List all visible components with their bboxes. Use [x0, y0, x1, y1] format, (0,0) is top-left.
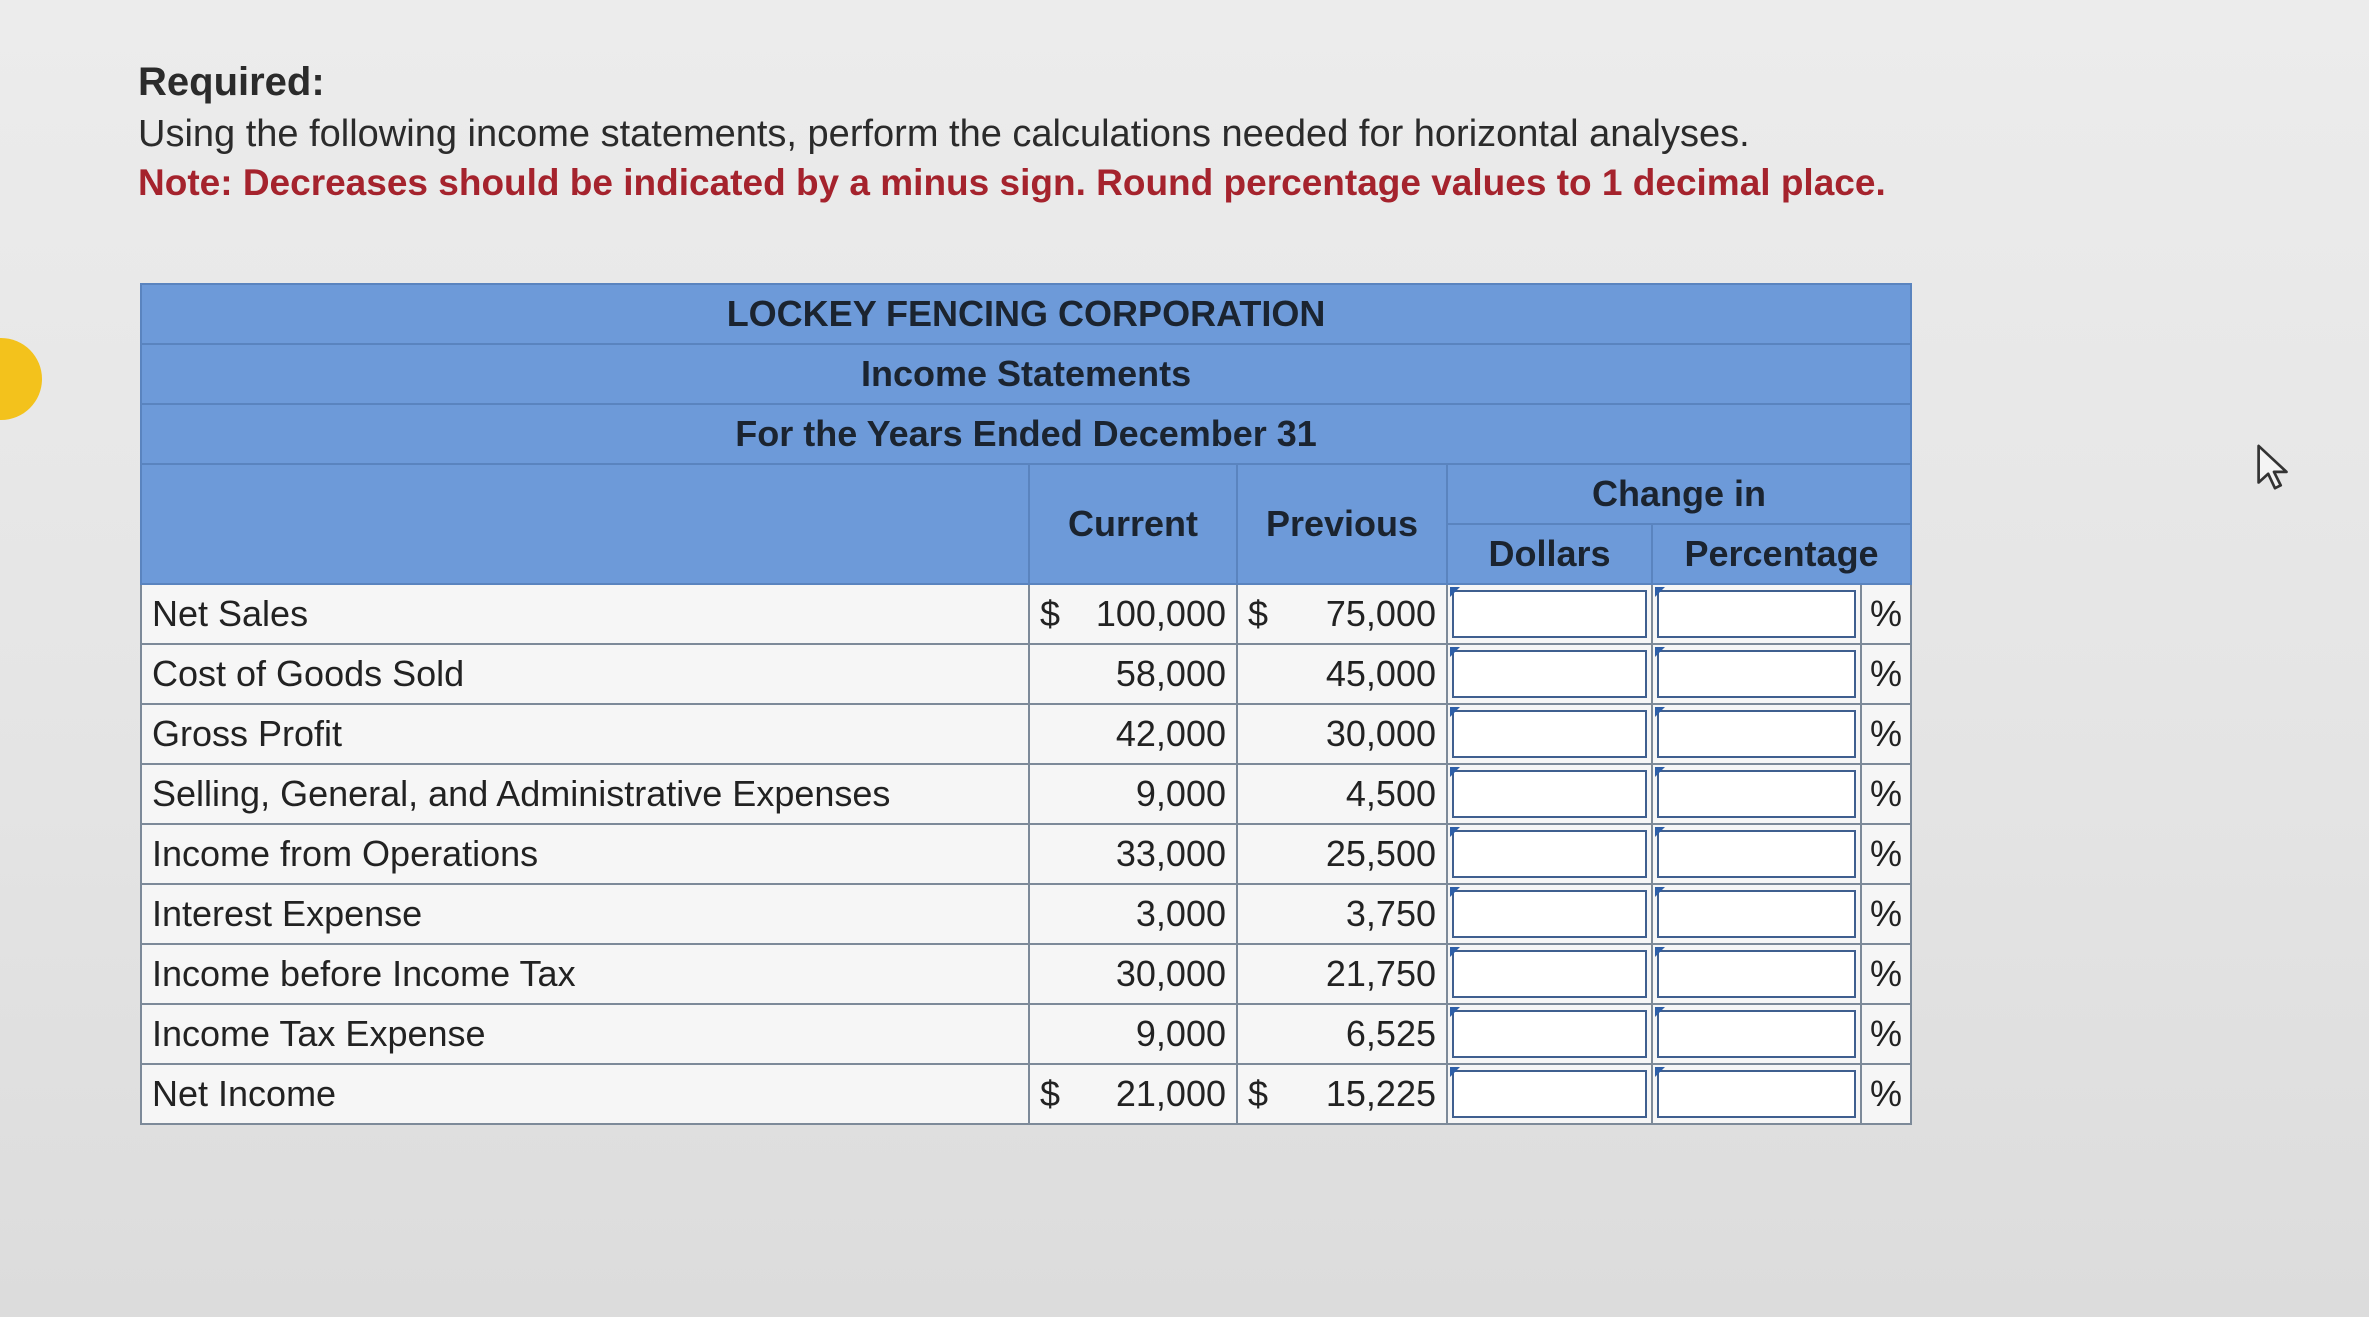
instructions-heading: Required:	[138, 60, 325, 104]
current-value-cell	[1029, 764, 1237, 824]
current-currency: $	[1040, 1073, 1061, 1114]
current-value: 21,000	[1115, 1073, 1226, 1114]
previous-value: 75,000	[1325, 593, 1436, 634]
percent-sign: %	[1861, 764, 1911, 824]
input-flag-icon	[1655, 827, 1665, 837]
previous-value: 3,750	[1345, 893, 1436, 934]
table-row	[141, 884, 1911, 944]
percentage-change-input[interactable]	[1657, 770, 1856, 818]
statement-period: For the Years Ended December 31	[141, 404, 1911, 464]
dollars-change-input[interactable]	[1452, 1070, 1647, 1118]
percent-sign: %	[1861, 1064, 1911, 1124]
previous-value: 4,500	[1345, 773, 1436, 814]
percent-sign: %	[1861, 884, 1911, 944]
input-flag-icon	[1450, 1007, 1460, 1017]
dollars-change-input[interactable]	[1452, 770, 1647, 818]
percentage-change-input[interactable]	[1657, 1010, 1856, 1058]
row-label: Selling, General, and Administrative Expenses	[141, 764, 1029, 824]
previous-value-cell	[1237, 824, 1447, 884]
table-row	[141, 1064, 1911, 1124]
percent-sign: %	[1861, 644, 1911, 704]
previous-currency: $	[1248, 593, 1269, 634]
company-name: LOCKEY FENCING CORPORATION	[141, 284, 1911, 344]
percent-sign: %	[1861, 584, 1911, 644]
current-value: 58,000	[1115, 653, 1226, 694]
change-in-header: Change in	[1447, 464, 1911, 524]
table-row	[141, 1004, 1911, 1064]
dollars-change-cell	[1447, 584, 1652, 644]
instructions-note: Note: Decreases should be indicated by a minus sign. Round percentage values to 1 decimal place.	[138, 162, 1886, 203]
percentage-change-cell	[1652, 824, 1861, 884]
previous-value: 25,500	[1325, 833, 1436, 874]
percent-sign: %	[1861, 944, 1911, 1004]
input-flag-icon	[1655, 1067, 1665, 1077]
previous-value-cell	[1237, 584, 1447, 644]
previous-value-cell	[1237, 644, 1447, 704]
table-row	[141, 644, 1911, 704]
table-row	[141, 584, 1911, 644]
dollars-change-input[interactable]	[1452, 710, 1647, 758]
percentage-change-cell	[1652, 704, 1861, 764]
percentage-column-header: Percentage	[1652, 524, 1911, 584]
current-value: 33,000	[1115, 833, 1226, 874]
current-value-cell	[1029, 1004, 1237, 1064]
dollars-column-header: Dollars	[1447, 524, 1652, 584]
previous-value-cell	[1237, 884, 1447, 944]
percentage-change-input[interactable]	[1657, 830, 1856, 878]
previous-column-header: Previous	[1237, 464, 1447, 584]
previous-value-cell	[1237, 764, 1447, 824]
previous-currency: $	[1248, 1073, 1269, 1114]
input-flag-icon	[1655, 887, 1665, 897]
table-row	[141, 944, 1911, 1004]
input-flag-icon	[1450, 947, 1460, 957]
dollars-change-input[interactable]	[1452, 830, 1647, 878]
previous-value-cell	[1237, 1064, 1447, 1124]
percent-sign: %	[1861, 824, 1911, 884]
current-value-cell	[1029, 824, 1237, 884]
percentage-change-cell	[1652, 944, 1861, 1004]
current-value: 9,000	[1135, 1013, 1226, 1054]
dollars-change-cell	[1447, 944, 1652, 1004]
previous-value-cell	[1237, 944, 1447, 1004]
percentage-change-input[interactable]	[1657, 890, 1856, 938]
current-value-cell	[1029, 884, 1237, 944]
percentage-change-cell	[1652, 884, 1861, 944]
table-row	[141, 764, 1911, 824]
row-label: Net Sales	[141, 584, 1029, 644]
current-value-cell	[1029, 1064, 1237, 1124]
input-flag-icon	[1450, 587, 1460, 597]
dollars-change-cell	[1447, 1004, 1652, 1064]
dollars-change-input[interactable]	[1452, 890, 1647, 938]
instructions-body: Using the following income statements, perform the calculations needed for horizontal analyses.	[138, 113, 1750, 155]
dollars-change-input[interactable]	[1452, 590, 1647, 638]
percentage-change-cell	[1652, 644, 1861, 704]
input-flag-icon	[1450, 887, 1460, 897]
percentage-change-cell	[1652, 764, 1861, 824]
dollars-change-cell	[1447, 764, 1652, 824]
mouse-cursor-icon	[2254, 444, 2294, 494]
row-label: Income before Income Tax	[141, 944, 1029, 1004]
input-flag-icon	[1450, 827, 1460, 837]
table-row	[141, 704, 1911, 764]
current-value-cell	[1029, 644, 1237, 704]
percentage-change-input[interactable]	[1657, 590, 1856, 638]
current-column-header: Current	[1029, 464, 1237, 584]
current-value: 9,000	[1135, 773, 1226, 814]
dollars-change-cell	[1447, 1064, 1652, 1124]
dollars-change-cell	[1447, 704, 1652, 764]
input-flag-icon	[1655, 647, 1665, 657]
percentage-change-input[interactable]	[1657, 650, 1856, 698]
input-flag-icon	[1450, 1067, 1460, 1077]
current-currency: $	[1040, 593, 1061, 634]
input-flag-icon	[1450, 767, 1460, 777]
previous-value-cell	[1237, 704, 1447, 764]
row-label: Income from Operations	[141, 824, 1029, 884]
input-flag-icon	[1655, 1007, 1665, 1017]
current-value: 30,000	[1115, 953, 1226, 994]
percent-sign: %	[1861, 704, 1911, 764]
input-flag-icon	[1655, 947, 1665, 957]
current-value-cell	[1029, 584, 1237, 644]
row-label: Net Income	[141, 1064, 1029, 1124]
row-label: Income Tax Expense	[141, 1004, 1029, 1064]
current-value-cell	[1029, 704, 1237, 764]
percentage-change-cell	[1652, 1004, 1861, 1064]
current-value: 3,000	[1135, 893, 1226, 934]
input-flag-icon	[1655, 707, 1665, 717]
statement-title: Income Statements	[141, 344, 1911, 404]
dollars-change-cell	[1447, 824, 1652, 884]
previous-value: 21,750	[1325, 953, 1436, 994]
row-label: Gross Profit	[141, 704, 1029, 764]
previous-value: 6,525	[1345, 1013, 1436, 1054]
table-row	[141, 824, 1911, 884]
income-statement-table	[140, 283, 1912, 1125]
input-flag-icon	[1655, 587, 1665, 597]
previous-value: 15,225	[1325, 1073, 1436, 1114]
previous-value: 45,000	[1325, 653, 1436, 694]
dollars-change-input[interactable]	[1452, 650, 1647, 698]
percentage-change-cell	[1652, 584, 1861, 644]
dollars-change-cell	[1447, 644, 1652, 704]
row-label: Interest Expense	[141, 884, 1029, 944]
dollars-change-input[interactable]	[1452, 950, 1647, 998]
input-flag-icon	[1655, 767, 1665, 777]
input-flag-icon	[1450, 647, 1460, 657]
percentage-change-cell	[1652, 1064, 1861, 1124]
previous-value-cell	[1237, 1004, 1447, 1064]
current-value: 42,000	[1115, 713, 1226, 754]
dollars-change-cell	[1447, 884, 1652, 944]
percentage-change-input[interactable]	[1657, 710, 1856, 758]
current-value: 100,000	[1095, 593, 1226, 634]
row-label: Cost of Goods Sold	[141, 644, 1029, 704]
label-column-header	[141, 464, 1029, 584]
input-flag-icon	[1450, 707, 1460, 717]
instructions	[138, 60, 2138, 204]
previous-value: 30,000	[1325, 713, 1436, 754]
dollars-change-input[interactable]	[1452, 1010, 1647, 1058]
percentage-change-input[interactable]	[1657, 950, 1856, 998]
current-value-cell	[1029, 944, 1237, 1004]
percentage-change-input[interactable]	[1657, 1070, 1856, 1118]
status-dot	[0, 338, 42, 420]
percent-sign: %	[1861, 1004, 1911, 1064]
